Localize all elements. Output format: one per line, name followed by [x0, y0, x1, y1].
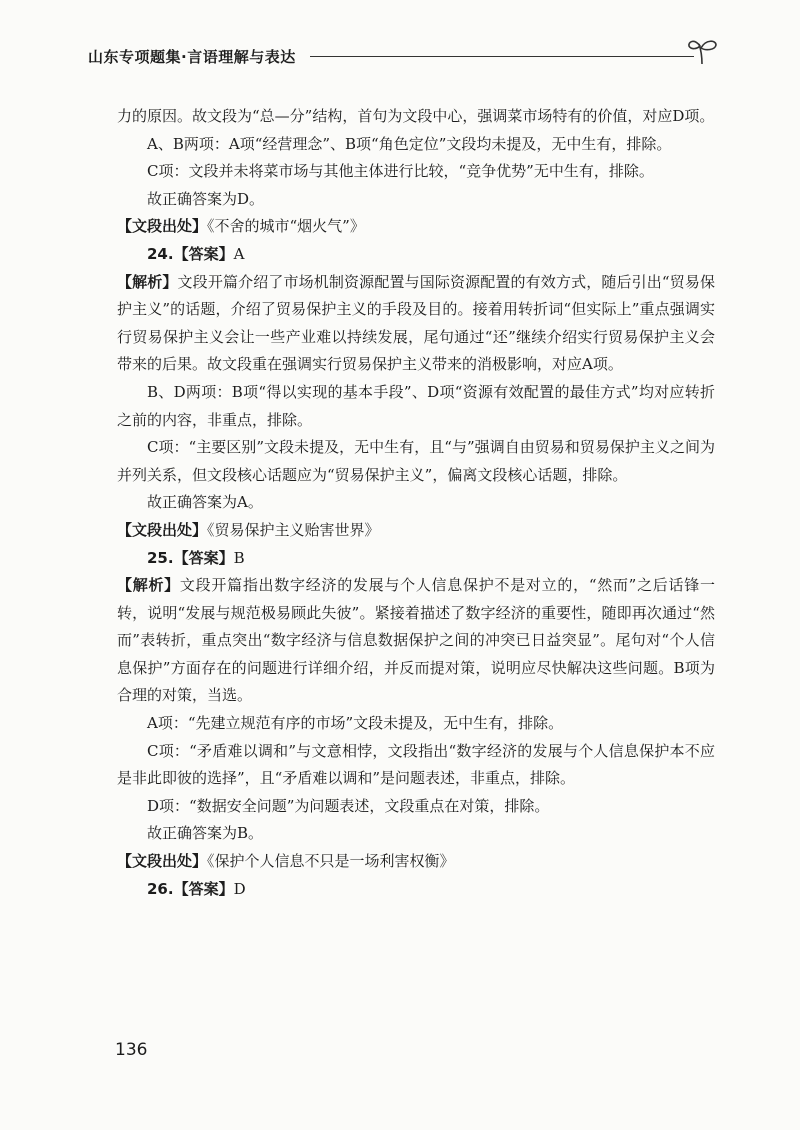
answer-label: 24.【答案】 — [147, 244, 234, 263]
paragraph — [117, 186, 715, 214]
paragraph — [117, 738, 715, 793]
paragraph-text: 故正确答案为A。 — [147, 493, 263, 512]
paragraph-text: 力的原因。故文段为“总—分”结构，首句为文段中心，强调菜市场特有的价值，对应D项。 — [117, 107, 715, 125]
header-title: 山东专项题集·言语理解与表达 — [88, 48, 296, 66]
source-citation — [117, 517, 715, 545]
paragraph — [117, 434, 715, 489]
paragraph-text: 文段开篇指出数字经济的发展与个人信息保护不是对立的，“然而”之后话锋一转，说明“发展与规范极易顾此失彼”。紧接着描述了数字经济的重要性，随即再次通过“然而”表转折，重点突出“数字经济与信息数据保护之间的冲突已日益突显”。尾句对“个人信息保护”方面存在的问题进行详细介绍，并反而提对策，说明应尽快解决这些问题。B项为合理的对策，当选。 — [117, 576, 715, 705]
source-title: 《贸易保护主义贻害世界》 — [207, 520, 380, 539]
answer-value: B — [233, 548, 245, 567]
sprout-icon — [686, 36, 720, 66]
analysis-label: 【解析】 — [117, 576, 180, 595]
paragraph-text: 文段开篇介绍了市场机制资源配置与国际资源配置的有效方式，随后引出“贸易保护主义”的话题，介绍了贸易保护主义的手段及目的。接着用转折词“但实际上”重点强调实行贸易保护主义会让一些产业难以持续发展，尾句通过“还”继续介绍实行贸易保护主义会带来的后果。故文段重在强调实行贸易保护主义带来的消极影响，对应A项。 — [117, 272, 715, 374]
paragraph — [117, 820, 715, 848]
paragraph-text: 故正确答案为D。 — [147, 189, 265, 208]
paragraph-text: A、B两项：A项“经营理念”、B项“角色定位”文段均未提及，无中生有，排除。 — [147, 134, 672, 153]
analysis-label: 【解析】 — [117, 272, 178, 291]
page-body — [117, 103, 715, 903]
answer-label: 25.【答案】 — [147, 548, 234, 567]
source-citation — [117, 213, 715, 241]
running-header — [78, 36, 734, 70]
page-number: 136 — [115, 1040, 148, 1060]
paragraph-text: D项：“数据安全问题”为问题表述，文段重点在对策，排除。 — [147, 796, 550, 815]
source-citation — [117, 848, 715, 876]
paragraph-text: C项：“矛盾难以调和”与文意相悖，文段指出“数字经济的发展与个人信息保护本不应是非此即彼的选择”，且“矛盾难以调和”是问题表述，非重点，排除。 — [117, 741, 715, 788]
paragraph — [117, 131, 715, 159]
paragraph-text: A项：“先建立规范有序的市场”文段未提及，无中生有，排除。 — [147, 714, 564, 733]
paragraph — [117, 103, 715, 131]
analysis-paragraph — [117, 572, 715, 710]
answer-value: A — [233, 244, 245, 263]
source-label: 【文段出处】 — [117, 520, 208, 539]
source-label: 【文段出处】 — [117, 852, 208, 871]
source-label: 【文段出处】 — [117, 217, 208, 236]
answer-value: D — [233, 879, 246, 898]
paragraph — [117, 379, 715, 434]
paragraph — [117, 793, 715, 821]
paragraph-text: 故正确答案为B。 — [147, 824, 264, 843]
answer-line — [117, 545, 715, 573]
paragraph — [117, 489, 715, 517]
paragraph-text: C项：“主要区别”文段未提及，无中生有，且“与”强调自由贸易和贸易保护主义之间为并列关系，但文段核心话题应为“贸易保护主义”，偏离文段核心话题，排除。 — [117, 438, 715, 484]
paragraph — [117, 158, 715, 186]
source-title: 《不舍的城市“烟火气”》 — [207, 217, 365, 236]
paragraph-text: C项：文段并未将菜市场与其他主体进行比较，“竞争优势”无中生有，排除。 — [147, 162, 654, 181]
answer-line — [117, 876, 715, 904]
analysis-paragraph — [117, 269, 715, 379]
source-title: 《保护个人信息不只是一场利害权衡》 — [207, 852, 455, 871]
paragraph — [117, 710, 715, 738]
answer-label: 26.【答案】 — [147, 879, 234, 898]
header-rule — [310, 56, 694, 57]
answer-line — [117, 241, 715, 269]
paragraph-text: B、D两项：B项“得以实现的基本手段”、D项“资源有效配置的最佳方式”均对应转折之前的内容，非重点，排除。 — [117, 382, 715, 429]
